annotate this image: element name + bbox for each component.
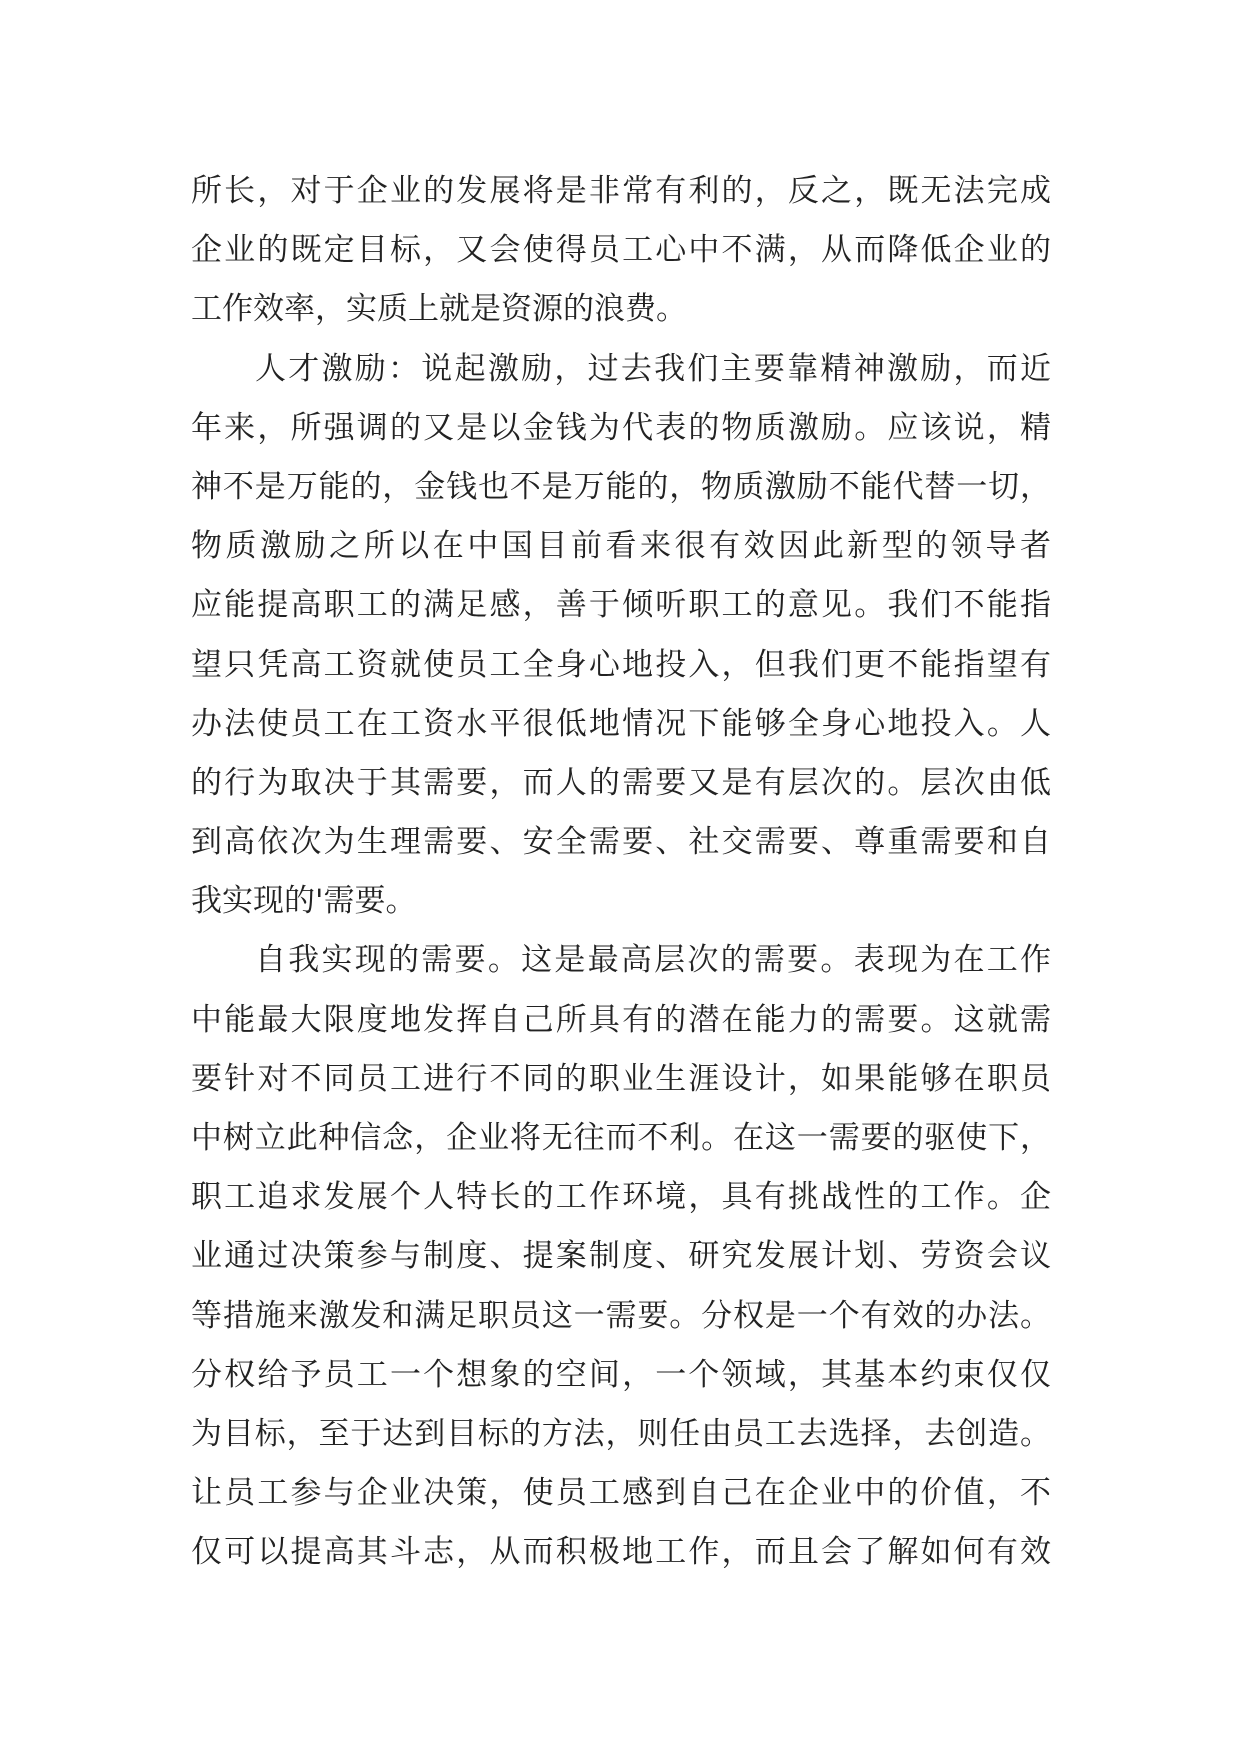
- text-line: 等措施来激发和满足职员这一需要。分权是一个有效的办法。: [191, 1297, 1051, 1334]
- body-text: [191, 162, 1051, 1583]
- text-line: 中树立此种信念，企业将无往而不利。在这一需要的驱使下，: [191, 1120, 1051, 1156]
- text-line: 自我实现的需要。这是最高层次的需要。表现为在工作: [255, 942, 1051, 979]
- text-line: 的行为取决于其需要，而人的需要又是有层次的。层次由低: [191, 764, 1051, 801]
- text-line: 人才激励：说起激励，过去我们主要靠精神激励，而近: [255, 350, 1051, 387]
- text-line: 应能提高职工的满足感，善于倾听职工的意见。我们不能指: [191, 587, 1051, 624]
- text-line: 让员工参与企业决策，使员工感到自己在企业中的价值，不: [191, 1475, 1051, 1512]
- text-line: 企业的既定目标，又会使得员工心中不满，从而降低企业的: [191, 232, 1051, 269]
- text-line: 业通过决策参与制度、提案制度、研究发展计划、劳资会议: [191, 1238, 1051, 1275]
- text-line: 工作效率，实质上就是资源的浪费。: [191, 291, 687, 328]
- text-line: 分权给予员工一个想象的空间，一个领域，其基本约束仅仅: [191, 1356, 1051, 1393]
- text-line: 办法使员工在工资水平很低地情况下能够全身心地投入。人: [191, 705, 1051, 742]
- text-line: 望只凭高工资就使员工全身心地投入，但我们更不能指望有: [191, 646, 1051, 683]
- text-line: 物质激励之所以在中国目前看来很有效因此新型的领导者: [191, 528, 1051, 565]
- text-line: 为目标，至于达到目标的方法，则任由员工去选择，去创造。: [191, 1415, 1051, 1452]
- text-line: 仅可以提高其斗志，从而积极地工作，而且会了解如何有效: [191, 1534, 1051, 1571]
- text-line: 神不是万能的，金钱也不是万能的，物质激励不能代替一切，: [191, 468, 1051, 505]
- text-line: 年来，所强调的又是以金钱为代表的物质激励。应该说，精: [191, 409, 1051, 446]
- text-line: 到高依次为生理需要、安全需要、社交需要、尊重需要和自: [191, 824, 1051, 861]
- text-line: 职工追求发展个人特长的工作环境，具有挑战性的工作。企: [191, 1179, 1051, 1216]
- text-line: 我实现的'需要。: [191, 883, 417, 920]
- text-line: 中能最大限度地发挥自己所具有的潜在能力的需要。这就需: [191, 1001, 1051, 1038]
- text-line: 所长，对于企业的发展将是非常有利的，反之，既无法完成: [191, 173, 1051, 209]
- text-line: 要针对不同员工进行不同的职业生涯设计，如果能够在职员: [191, 1060, 1051, 1097]
